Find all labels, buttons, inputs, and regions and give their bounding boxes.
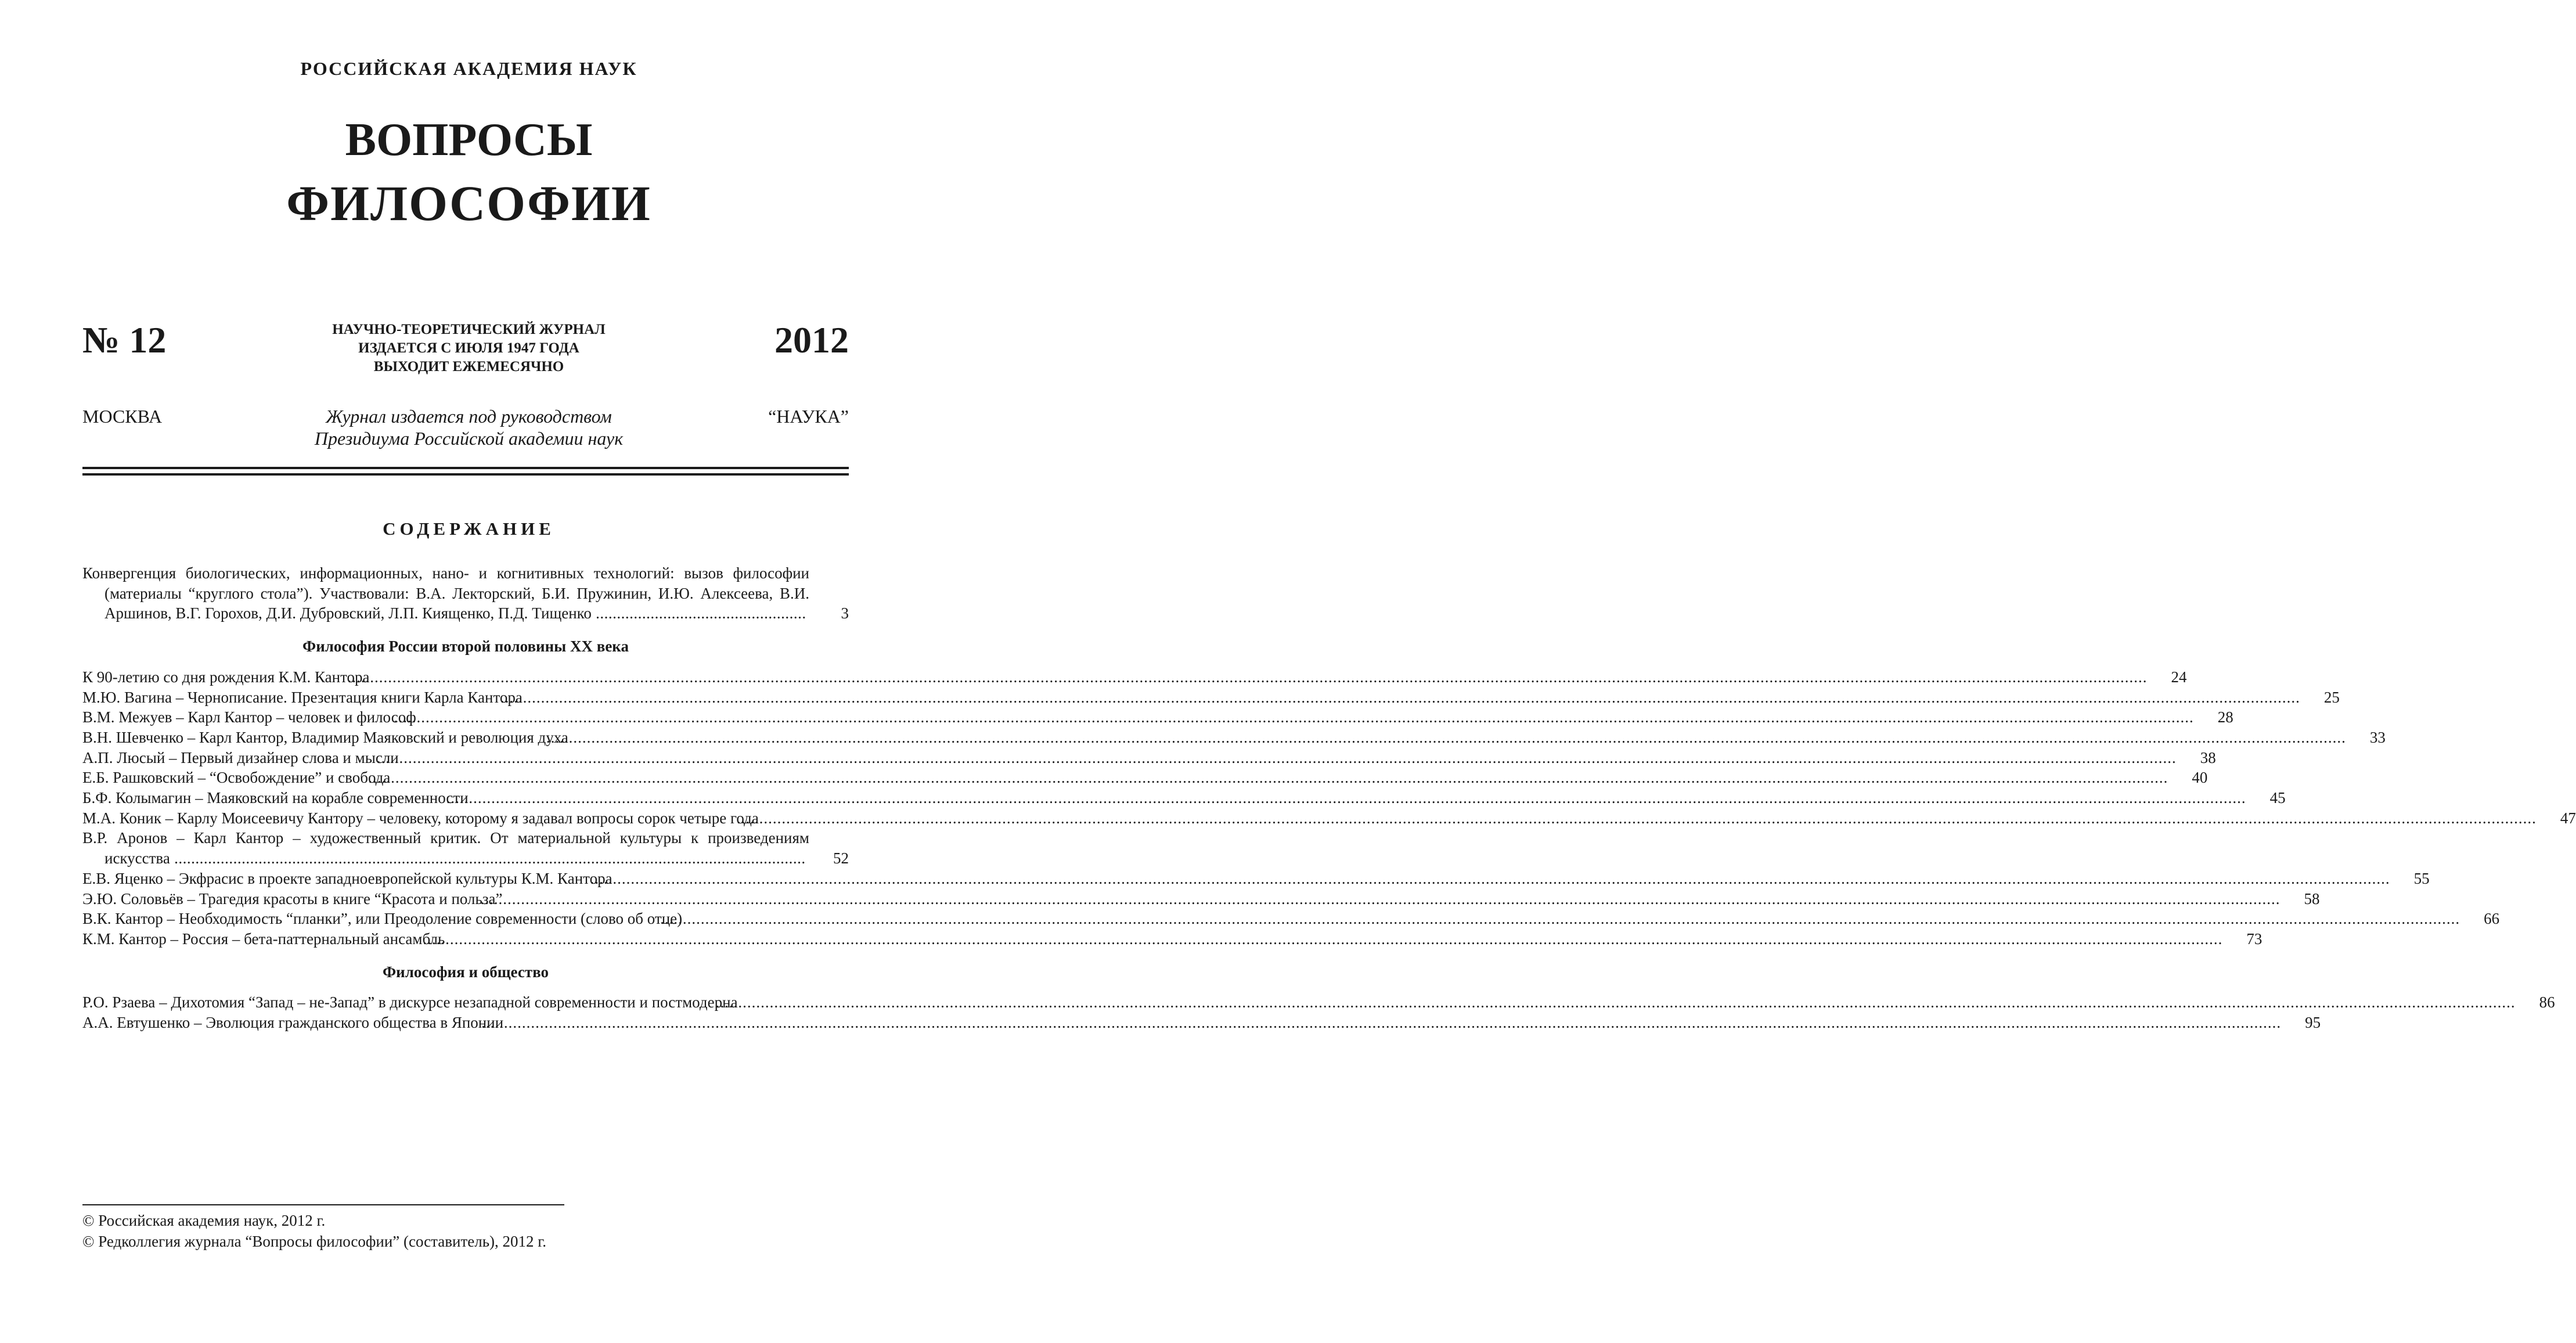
toc-page-number: 38 xyxy=(2200,748,2216,766)
toc-entry-wrap xyxy=(82,728,2346,748)
toc-page-number: 66 xyxy=(2484,910,2500,928)
dot-leader: ................................................................................................................................................................................................................................................................................................................................................................................................................ xyxy=(660,910,2460,928)
toc-entry-line xyxy=(82,667,2148,687)
toc-entry xyxy=(82,1013,2321,1033)
toc-entry-wrap xyxy=(82,788,2246,808)
dot-leader: ................................................................................................................................................................................................................................................................................................................................................................................................................ xyxy=(446,789,2246,807)
toc-page-number: 55 xyxy=(2413,869,2430,887)
toc-entry-line xyxy=(82,768,2168,788)
toc-entry-title: А.А. Евтушенко – Эволюция гражданского общества в Японии xyxy=(82,1014,504,1032)
guidance-line: Журнал издается под руководством xyxy=(326,406,612,427)
footnote-rule xyxy=(82,1204,564,1205)
toc-entry-line xyxy=(82,1013,2282,1033)
toc-page-number: 58 xyxy=(2304,890,2320,908)
journal-title-line1: ВОПРОСЫ xyxy=(345,114,593,165)
toc-entry-title: К 90-летию со дня рождения К.М. Кантора xyxy=(82,668,370,686)
toc-entry-wrap xyxy=(82,869,2390,889)
toc-entry xyxy=(82,788,2286,808)
toc-entry-wrap xyxy=(82,929,2222,949)
toc-entry-title: В.Н. Шевченко – Карл Кантор, Владимир Маяковский и революция духа xyxy=(82,728,568,746)
toc-entry xyxy=(82,828,849,868)
issue-number: № 12 xyxy=(82,319,167,361)
toc-page-number: 86 xyxy=(2539,993,2555,1011)
toc-page-number: 95 xyxy=(2305,1014,2321,1032)
toc-entry-title: Конвергенция биологических, информационных, нано- и когнитивных технологий: вызов философии (материалы “круглого стола”). Участвовали: В.А. Лекторский, Б.И. Пружинин, И.Ю. Алексеева, В.И. Аршинов, В.Г. Горохов, Д.И. Дубровский, Л.П. Киященко, П.Д. Тищенко xyxy=(82,564,809,622)
dot-leader: ...................................................................................................................................................... xyxy=(170,849,806,867)
toc-entry-wrap xyxy=(82,748,2177,768)
table-of-contents xyxy=(82,563,2576,1033)
dot-leader: ................................................................................................................................................................................................................................................................................................................................................................................................................ xyxy=(376,748,2177,766)
contents-title: СОДЕРЖАНИЕ xyxy=(383,519,555,539)
toc-entry xyxy=(82,992,2555,1013)
toc-entry xyxy=(82,909,2500,929)
copyright-line: © Редколлегия журнала “Вопросы философии” (составитель), 2012 г. xyxy=(82,1233,547,1250)
toc-entry xyxy=(82,667,2187,687)
dot-leader: ................................................................................................................................................................................................................................................................................................................................................................................................................ xyxy=(736,809,2537,827)
publisher-academy: РОССИЙСКАЯ АКАДЕМИЯ НАУК xyxy=(300,58,637,79)
publication-city: МОСКВА xyxy=(82,406,163,427)
publisher-name: “НАУКА” xyxy=(768,406,849,427)
toc-page-number: 24 xyxy=(2171,668,2187,686)
issue-year: 2012 xyxy=(774,319,849,361)
toc-entry-wrap xyxy=(82,768,2168,788)
toc-entry-title: В.Р. Аронов – Карл Кантор – художественный критик. От материальной культуры к произведениям искусства xyxy=(82,829,809,867)
toc-entry-title: Е.В. Яценко – Экфрасис в проекте западноевропейской культуры К.М. Кантора xyxy=(82,869,613,887)
journal-info-line: ВЫХОДИТ ЕЖЕМЕСЯЧНО xyxy=(373,359,564,375)
toc-entry xyxy=(82,707,2233,728)
toc-entry xyxy=(82,728,2386,748)
guidance-line: Президиума Российской академии наук xyxy=(314,428,624,449)
toc-entry-line xyxy=(82,728,2346,748)
toc-entry-line xyxy=(82,869,2390,889)
toc-page-number: 47 xyxy=(2560,809,2576,827)
toc-entry-title: Е.Б. Рашковский – “Освобождение” и свобода xyxy=(82,769,391,787)
dot-leader: .................................................. xyxy=(591,604,806,622)
toc-entry-title: М.А. Коник – Карлу Моисеевичу Кантору – человеку, которому я задавал вопросы сорок четыре года xyxy=(82,809,759,827)
toc-entry-title: М.Ю. Вагина – Чернописание. Презентация книги Карла Кантора xyxy=(82,688,523,706)
section-heading: Философия и общество xyxy=(382,963,549,981)
toc-entry xyxy=(82,929,2262,949)
toc-entry xyxy=(82,748,2216,768)
toc-entry-wrap xyxy=(82,828,809,868)
toc-entry-title: Р.О. Рзаева – Дихотомия “Запад – не-Запад” в дискурсе незападной современности и постмодерна xyxy=(82,993,738,1011)
dot-leader: ................................................................................................................................................................................................................................................................................................................................................................................................................ xyxy=(368,769,2168,787)
guidance-note xyxy=(255,405,682,449)
toc-entry-wrap xyxy=(82,1013,2281,1033)
toc-entry xyxy=(82,563,849,624)
dot-leader: ................................................................................................................................................................................................................................................................................................................................................................................................................ xyxy=(546,728,2346,746)
toc-entry-line xyxy=(82,808,2537,829)
dot-leader: ................................................................................................................................................................................................................................................................................................................................................................................................................ xyxy=(394,708,2194,726)
journal-info xyxy=(290,321,647,376)
copyright-line: © Российская академия наук, 2012 г. xyxy=(82,1212,326,1229)
dot-leader: ................................................................................................................................................................................................................................................................................................................................................................................................................ xyxy=(481,1014,2282,1032)
toc-entry-line xyxy=(82,909,2460,929)
dot-leader: ................................................................................................................................................................................................................................................................................................................................................................................................................ xyxy=(715,993,2516,1011)
toc-entry-wrap xyxy=(82,992,2516,1013)
toc-entry-title: А.П. Люсый – Первый дизайнер слова и мысли xyxy=(82,748,399,766)
toc-entry-wrap xyxy=(82,667,2148,687)
dot-leader: ................................................................................................................................................................................................................................................................................................................................................................................................................ xyxy=(423,930,2223,948)
copyright-block xyxy=(82,1210,546,1252)
toc-entry-wrap xyxy=(82,909,2460,929)
toc-entry-title: В.М. Межуев – Карл Кантор – человек и философ xyxy=(82,708,416,726)
toc-page-number: 33 xyxy=(2369,728,2386,746)
dot-leader: ................................................................................................................................................................................................................................................................................................................................................................................................................ xyxy=(500,688,2300,706)
journal-info-line: ИЗДАЕТСЯ С ИЮЛЯ 1947 ГОДА xyxy=(358,340,579,356)
toc-entry-line xyxy=(82,992,2516,1013)
toc-page-number: 3 xyxy=(841,604,849,622)
toc-entry-wrap xyxy=(82,687,2300,708)
toc-page-number: 40 xyxy=(2192,769,2208,787)
journal-title-line2: ФИЛОСОФИИ xyxy=(286,175,651,231)
toc-entry-wrap xyxy=(82,707,2194,728)
toc-page-number: 73 xyxy=(2246,930,2262,948)
toc-page-number: 25 xyxy=(2323,688,2340,706)
toc-entry xyxy=(82,768,2208,788)
toc-entry-line xyxy=(82,788,2246,808)
toc-entry-line xyxy=(82,889,2280,909)
section-heading: Философия России второй половины XX века xyxy=(302,638,629,656)
header-divider-top xyxy=(82,467,849,469)
toc-entry xyxy=(82,687,2340,708)
toc-page-number: 28 xyxy=(2217,708,2233,726)
dot-leader: ................................................................................................................................................................................................................................................................................................................................................................................................................ xyxy=(590,869,2390,887)
toc-entry-wrap xyxy=(82,808,2537,829)
toc-entry xyxy=(82,869,2430,889)
dot-leader: ................................................................................................................................................................................................................................................................................................................................................................................................................ xyxy=(480,890,2280,908)
toc-entry-line xyxy=(82,748,2177,768)
toc-page-number: 52 xyxy=(833,849,849,867)
toc-page-number: 45 xyxy=(2269,789,2286,807)
toc-entry-line xyxy=(82,687,2300,708)
toc-entry-title: В.К. Кантор – Необходимость “планки”, или Преодоление современности (слово об отце) xyxy=(82,910,683,928)
header-divider-bottom xyxy=(82,473,849,476)
toc-entry xyxy=(82,889,2320,909)
toc-entry-title: К.М. Кантор – Россия – бета-паттернальный ансамбль xyxy=(82,930,445,948)
toc-entry-title: Б.Ф. Колымагин – Маяковский на корабле современности xyxy=(82,789,469,807)
toc-entry-wrap xyxy=(82,889,2280,909)
journal-info-line: НАУЧНО-ТЕОРЕТИЧЕСКИЙ ЖУРНАЛ xyxy=(332,322,606,337)
toc-entry-wrap xyxy=(82,563,809,624)
toc-entry-line xyxy=(82,929,2223,949)
toc-entry xyxy=(82,808,2576,829)
dot-leader: ................................................................................................................................................................................................................................................................................................................................................................................................................ xyxy=(347,668,2148,686)
toc-entry-title: Э.Ю. Соловьёв – Трагедия красоты в книге “Красота и польза” xyxy=(82,890,503,908)
toc-entry-line xyxy=(82,707,2194,728)
